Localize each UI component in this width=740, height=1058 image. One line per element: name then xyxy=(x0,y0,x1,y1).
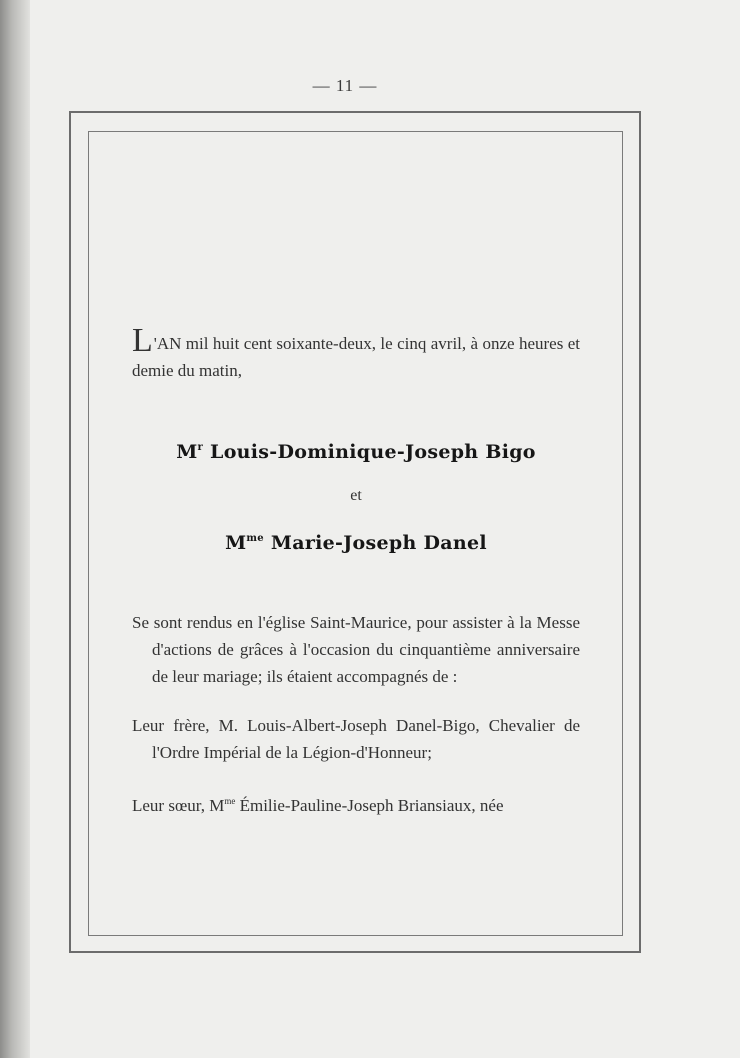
drop-cap: L xyxy=(132,322,153,359)
paragraph-church xyxy=(132,609,580,690)
person-2-full-name: Marie-Joseph Danel xyxy=(270,532,487,554)
book-binding-shadow xyxy=(0,0,30,1058)
person-2-name xyxy=(132,525,580,557)
opening-paragraph xyxy=(132,322,580,384)
sister-text-before: Leur sœur, M xyxy=(132,796,225,815)
page-number: — 11 — xyxy=(312,76,378,95)
paragraph-sister xyxy=(132,788,580,819)
person-1-full-name: Louis-Dominique-Joseph Bigo xyxy=(210,441,536,463)
document-body xyxy=(132,322,580,819)
person-2-title: M xyxy=(225,532,247,554)
sister-title-sup: me xyxy=(224,796,236,806)
opening-text: 'AN mil huit cent soixante-deux, le cinq avril, à onze heures et demie du matin, xyxy=(132,334,580,380)
paragraph-sister-text xyxy=(132,796,504,815)
person-1-name xyxy=(132,434,580,466)
person-1-title-sup: r xyxy=(197,442,204,453)
paragraph-church-text: Se sont rendus en l'église Saint-Maurice, pour assister à la Messe d'actions de grâces à l'occasion du cinquantième anniversaire de leur mariage; ils étaient accompagnés de : xyxy=(132,613,580,686)
sister-text-after: Émilie-Pauline-Joseph Briansiaux, née xyxy=(235,796,504,815)
paragraph-brother-text: Leur frère, M. Louis-Albert-Joseph Danel-Bigo, Chevalier de l'Ordre Impérial de la Légion-d'Honneur; xyxy=(132,716,580,762)
paragraph-brother xyxy=(132,712,580,766)
person-2-title-sup: me xyxy=(246,533,264,544)
connector-word: et xyxy=(350,487,362,504)
person-1-title: M xyxy=(176,441,198,463)
